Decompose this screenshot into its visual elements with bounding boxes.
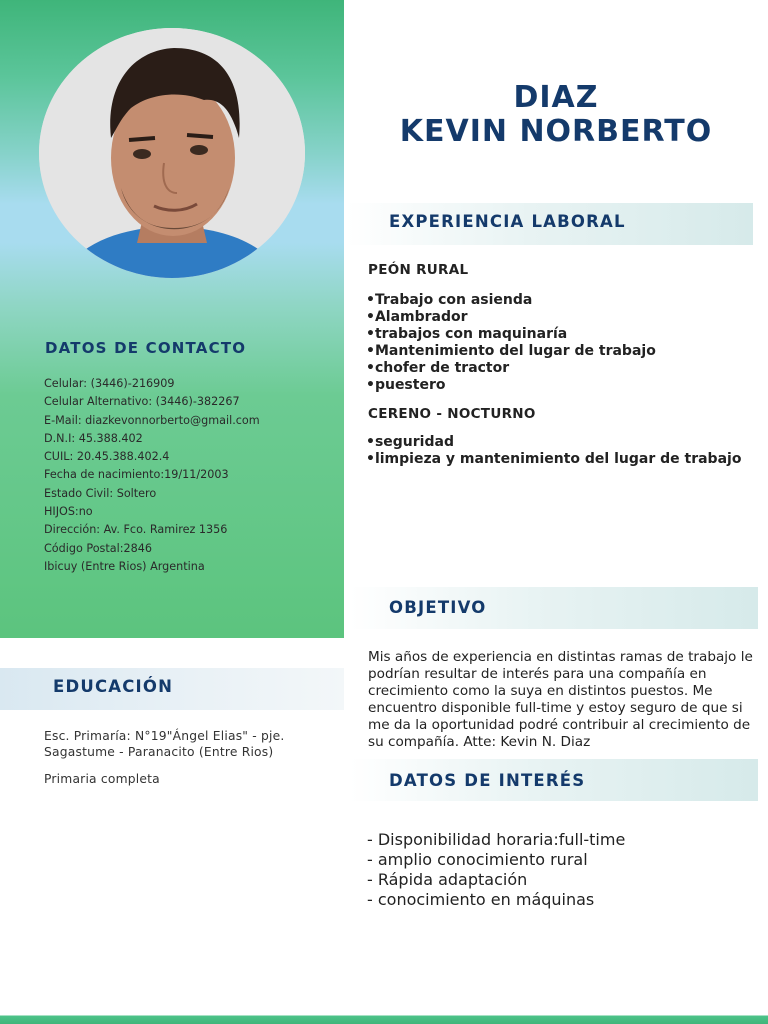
interests-list bbox=[367, 830, 625, 910]
list-item: • trabajos con maquinaría bbox=[366, 326, 761, 343]
job-title: CERENO - NOCTURNO bbox=[368, 406, 536, 422]
contact-list bbox=[44, 375, 340, 576]
job-title: PEÓN RURAL bbox=[368, 262, 469, 278]
contact-cuil: CUIL: 20.45.388.402.4 bbox=[44, 450, 170, 464]
education-status: Primaria completa bbox=[44, 772, 160, 786]
name-first: KEVIN NORBERTO bbox=[399, 114, 713, 149]
list-item: • puestero bbox=[366, 377, 761, 394]
education-school: Esc. Primaría: N°19"Ángel Elias" - pje. Sagastume - Paranacito (Entre Rios) bbox=[44, 729, 285, 759]
name-last: DIAZ bbox=[513, 80, 599, 115]
contact-children: HIJOS:no bbox=[44, 505, 93, 519]
contact-dni: D.N.I: 45.388.402 bbox=[44, 431, 143, 445]
objective-title: OBJETIVO bbox=[389, 598, 487, 617]
list-item: • seguridad bbox=[366, 434, 761, 451]
interests-title: DATOS DE INTERÉS bbox=[389, 771, 586, 790]
contact-birthdate: Fecha de nacimiento:19/11/2003 bbox=[44, 468, 229, 482]
contact-phone: Celular: (3446)-216909 bbox=[44, 377, 175, 390]
contact-civil-status: Estado Civil: Soltero bbox=[44, 486, 157, 500]
contact-address: Dirección: Av. Fco. Ramirez 1356 bbox=[44, 523, 228, 537]
list-item: - amplio conocimiento rural bbox=[367, 850, 625, 870]
bottom-accent-line bbox=[0, 1011, 768, 1024]
education-title: EDUCACIÓN bbox=[53, 677, 174, 696]
contact-location: Ibicuy (Entre Rios) Argentina bbox=[44, 559, 205, 573]
contact-email: E-Mail: diazkevonnorberto@gmail.com bbox=[44, 413, 260, 427]
objective-text: Mis años de experiencia en distintas ramas de trabajo le podrían resultar de interés para una compañía en crecimiento como la suya en distintos puestos. Me encuentro disponible full-time y estoy seguro de que si me da la oportunidad podré contribuir al crecimiento de su compañía. Atte: Kevin N. Diaz bbox=[368, 649, 753, 750]
list-item: • Alambrador bbox=[366, 309, 761, 326]
list-item: • limpieza y mantenimiento del lugar de trabajo bbox=[366, 451, 761, 468]
list-item: • Mantenimiento del lugar de trabajo bbox=[366, 343, 761, 360]
profile-photo bbox=[39, 28, 305, 278]
contact-phone-alt: Celular Alternativo: (3446)-382267 bbox=[44, 395, 240, 409]
job-duties-list bbox=[366, 292, 761, 394]
list-item: • Trabajo con asienda bbox=[366, 292, 761, 309]
contact-postal-code: Código Postal:2846 bbox=[44, 541, 152, 555]
list-item: - conocimiento en máquinas bbox=[367, 890, 625, 910]
list-item: - Rápida adaptación bbox=[367, 870, 625, 890]
contact-title: DATOS DE CONTACTO bbox=[45, 339, 247, 357]
list-item: - Disponibilidad horaria:full-time bbox=[367, 830, 625, 850]
job-duties-list bbox=[366, 434, 761, 468]
experience-title: EXPERIENCIA LABORAL bbox=[389, 212, 626, 231]
profile-photo-icon bbox=[39, 28, 305, 278]
list-item: • chofer de tractor bbox=[366, 360, 761, 377]
